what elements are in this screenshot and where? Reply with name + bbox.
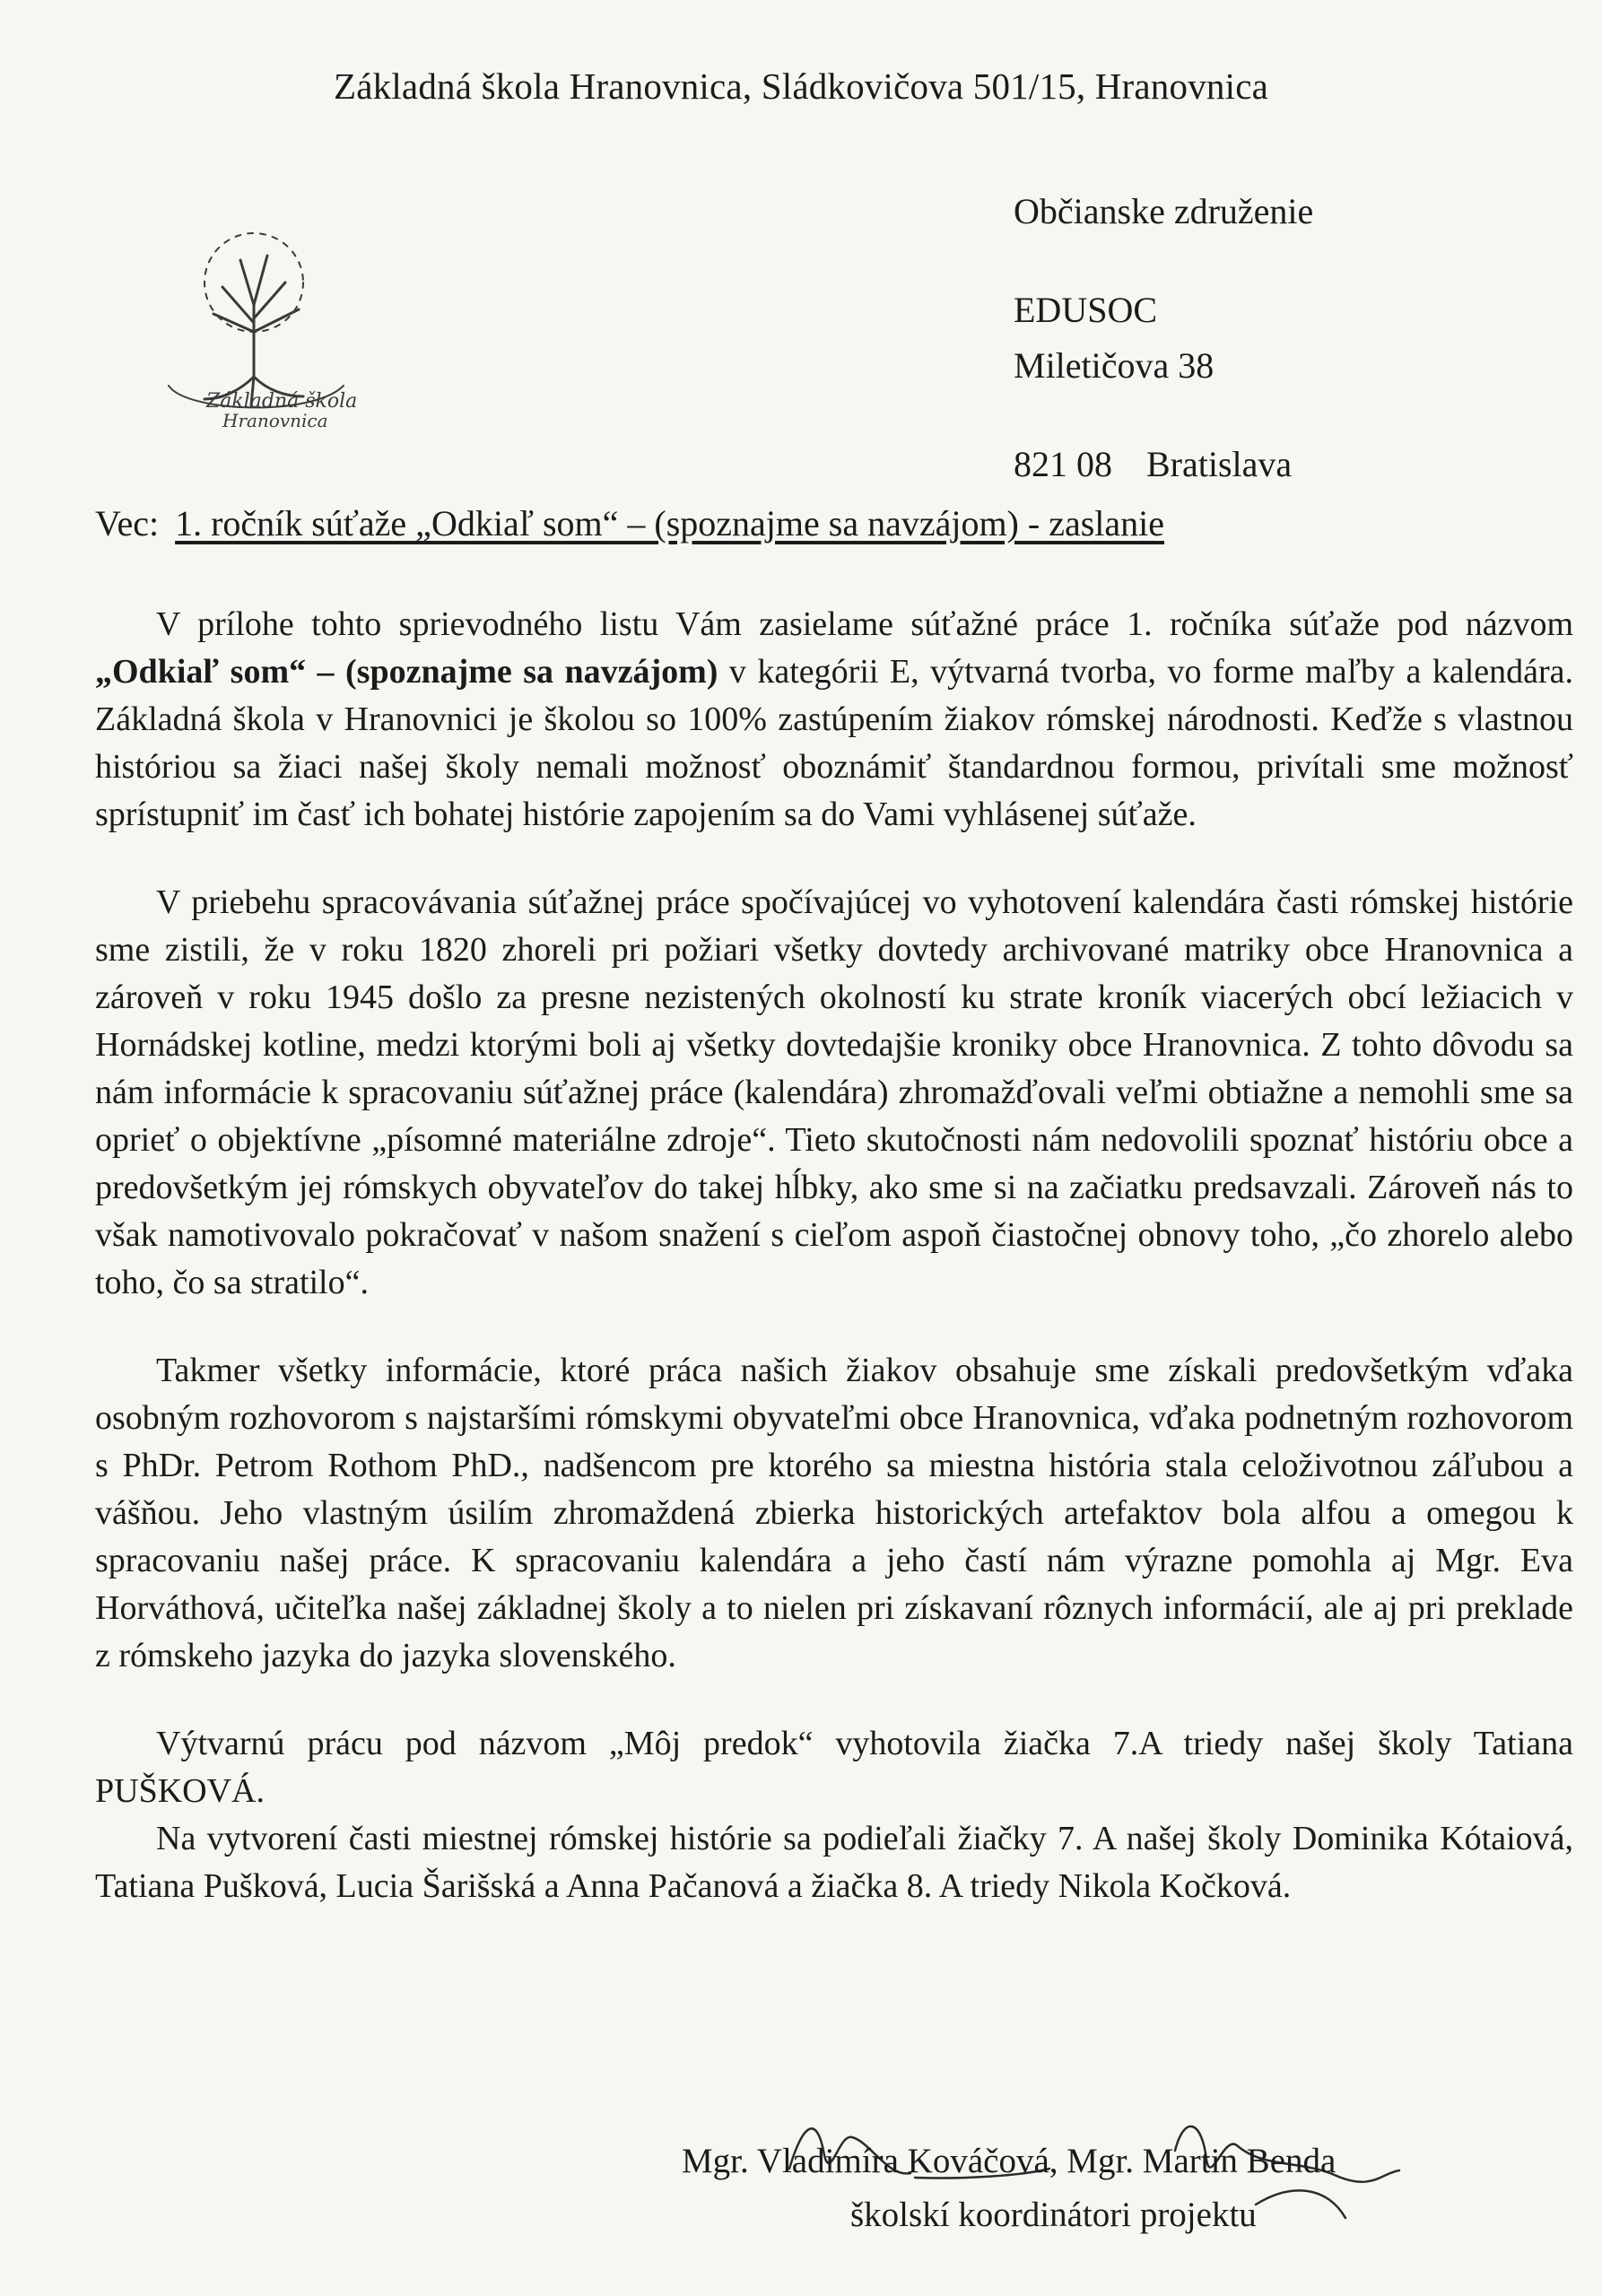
paragraph-3: Takmer všetky informácie, ktoré práca našich žiakov obsahuje sme získali predovšetkým vďaka osobným rozhovorom s najstaršími rómskymi obyvateľmi obce Hranovnica, vďaka podnetným rozhovorom s PhDr. Petrom Rothom PhD., nadšencom pre ktorého sa miestna história stala celoživotnou záľubou a vášňou. Jeho vlastným úsilím zhromaždená zbierka historických artefaktov bola alfou a omegou k spracovaniu našej práce. K spracovaniu kalendára a jeho častí nám výrazne pomohla aj Mgr. Eva Horváthová, učiteľka našej základnej školy a to nielen pri získavaní rôznych informácií, ale aj pri preklade z rómskeho jazyka do jazyka slovenského.	[95, 1352, 1573, 1674]
paragraph-1	[95, 601, 1573, 839]
addressee-block	[1014, 184, 1313, 492]
paragraph-1-end: v kategórii E, výtvarná tvorba, vo forme maľby a kalendára. Základná škola v Hranovnici je školou so 100% zastúpením žiakov rómskej národnosti. Keďže s vlastnou históriou sa žiaci našej školy nemali možnosť oboznámiť štandardnou formou, privítali sme možnosť sprístupniť im časť ich bohatej histórie zapojením sa do Vami vyhlásenej súťaže.	[95, 653, 1573, 833]
addressee-city-line	[1014, 437, 1313, 492]
addressee-city: Bratislava	[1146, 444, 1293, 484]
signature-names: Mgr. Vladimíra Kováčová, Mgr. Martin Benda	[682, 2142, 1336, 2180]
addressee-name: EDUSOC	[1014, 290, 1158, 330]
competition-title: „Odkiaľ som“ – (spoznajme sa navzájom)	[95, 653, 718, 691]
logo-text-1: Základná škola	[206, 390, 357, 413]
logo-text-2: Hranovnica	[222, 410, 328, 430]
tree-logo	[151, 206, 357, 430]
school-header: Základná škola Hranovnica, Sládkovičova 501/15, Hranovnica	[334, 65, 1268, 107]
subject-line	[95, 502, 1378, 544]
letter-body	[95, 601, 1573, 1951]
signature-role: školskí koordinátori projektu	[850, 2196, 1257, 2234]
signature-block	[682, 2135, 1336, 2242]
paragraph-2: V priebehu spracovávania súťažnej práce spočívajúcej vo vyhotovení kalendára časti rómskej histórie sme zistili, že v roku 1820 zhoreli pri požiari všetky dovtedy archivované matriky obce Hranovnica a zároveň v roku 1945 došlo za presne nezistených okolností ku strate kroník viacerých obcí ležiacich v Hornádskej kotline, medzi ktorými boli aj všetky dovtedajšie kroniky obce Hranovnica. Z tohto dôvodu sa nám informácie k spracovaniu súťažnej práce (kalendára) zhromažďovali veľmi obtiažne a nemohli sme sa oprieť o objektívne „písomné materiálne zdroje“. Tieto skutočnosti nám nedovolili spoznať históriu obce a predovšetkým jej rómskych obyvateľov do takej hĺbky, ako sme si na začiatku predsavzali. Zároveň nás to však namotivovalo pokračovať v našom snažení s cieľom aspoň čiastočnej obnovy toho, „čo zhorelo alebo toho, čo sa stratilo“.	[95, 883, 1573, 1301]
addressee-zip: 821 08	[1014, 444, 1112, 484]
paragraph-5: Na vytvorení časti miestnej rómskej histórie sa podieľali žiačky 7. A našej školy Dominika Kótaiová, Tatiana Pušková, Lucia Šarišská a Anna Pačanová a žiačka 8. A triedy Nikola Kočková.	[95, 1820, 1573, 1905]
subject-label: Vec:	[95, 503, 160, 544]
paragraph-1-start: V prílohe tohto sprievodného listu Vám zasielame súťažné práce 1. ročníka súťaže pod názvom	[156, 605, 1573, 643]
addressee-org: Občianske združenie	[1014, 191, 1314, 231]
subject-text: 1. ročník súťaže „Odkiaľ som“ – (spoznajme sa navzájom) - zaslanie	[175, 503, 1165, 544]
paragraph-4: Výtvarnú prácu pod názvom „Môj predok“ vyhotovila žiačka 7.A triedy našej školy Tatiana PUŠKOVÁ.	[95, 1725, 1573, 1810]
addressee-street: Miletičova 38	[1014, 345, 1215, 386]
